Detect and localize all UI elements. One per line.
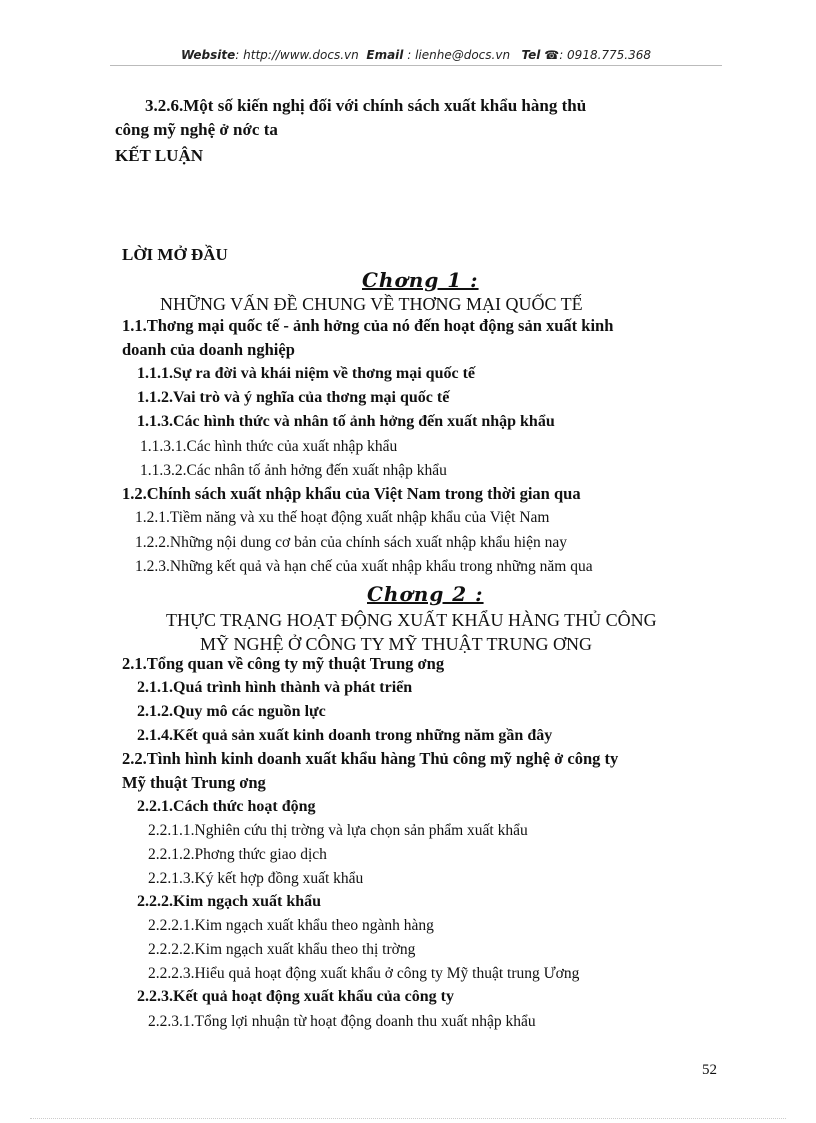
toc-entry: 2.1.1.Quá trình hình thành và phát triển	[137, 679, 413, 696]
toc-entry: 2.2.2.3.Hiểu quả hoạt động xuất khẩu ở công ty Mỹ thuật trung Ương	[148, 965, 580, 982]
toc-entry: 1.1.3.2.Các nhân tố ảnh hởng đến xuất nhập khẩu	[140, 462, 447, 479]
toc-entry: 2.2.2.2.Kim ngạch xuất khẩu theo thị trờng	[148, 941, 416, 958]
toc-entry: 1.1.3.Các hình thức và nhân tố ảnh hởng đến xuất nhập khẩu	[137, 413, 555, 430]
toc-entry: 1.2.Chính sách xuất nhập khẩu của Việt Nam trong thời gian qua	[122, 484, 581, 503]
intro-heading: LỜI MỞ ĐẦU	[122, 245, 228, 264]
toc-entry: 2.2.Tình hình kinh doanh xuất khẩu hàng Thủ công mỹ nghệ ở công ty	[122, 749, 619, 768]
footer-divider	[30, 1118, 786, 1119]
chapter-1-title: NHỮNG VẤN ĐỀ CHUNG VỀ THƠNG MẠI QUỐC TẾ	[160, 294, 583, 314]
page-header	[110, 48, 722, 66]
toc-entry: 3.2.6.Một số kiến nghị đối với chính sách xuất khẩu hàng thủ	[145, 96, 587, 115]
chapter-1-heading: Chơng 1 :	[362, 268, 479, 292]
email-label: Email	[366, 48, 404, 62]
toc-entry: 2.2.1.3.Ký kết hợp đồng xuất khẩu	[148, 870, 364, 887]
page-number: 52	[702, 1062, 717, 1078]
toc-entry: 2.2.3.Kết quả hoạt động xuất khẩu của công ty	[137, 988, 454, 1005]
toc-entry: 1.1.2.Vai trò và ý nghĩa của thơng mại quốc tế	[137, 389, 450, 406]
toc-entry: doanh của doanh nghiệp	[122, 340, 295, 359]
toc-entry: 1.1.3.1.Các hình thức của xuất nhập khẩu	[140, 438, 398, 455]
tel-value: : 0918.775.368	[559, 48, 652, 62]
email-value: : lienhe@docs.vn	[403, 48, 511, 62]
toc-entry: công mỹ nghệ ở nớc ta	[115, 120, 278, 139]
toc-entry: 2.1.Tổng quan về công ty mỹ thuật Trung ơng	[122, 654, 445, 673]
toc-entry: 2.2.3.1.Tổng lợi nhuận từ hoạt động doanh thu xuất nhập khẩu	[148, 1013, 536, 1030]
toc-entry: 2.2.2.Kim ngạch xuất khẩu	[137, 893, 322, 910]
toc-entry: 2.2.1.1.Nghiên cứu thị trờng và lựa chọn sản phẩm xuất khẩu	[148, 822, 528, 839]
toc-entry: 1.2.1.Tiềm năng và xu thế hoạt động xuất nhập khẩu của Việt Nam	[135, 509, 550, 526]
website-label: Website	[180, 48, 236, 62]
toc-entry: 1.1.1.Sự ra đời và khái niệm về thơng mại quốc tế	[137, 365, 476, 382]
chapter-2-title-line2: MỸ NGHỆ Ở CÔNG TY MỸ THUẬT TRUNG ƠNG	[200, 634, 593, 654]
conclusion-heading: KẾT LUẬN	[115, 146, 204, 165]
toc-entry: 2.2.1.Cách thức hoạt động	[137, 798, 316, 815]
toc-entry: 2.1.4.Kết quả sản xuất kinh doanh trong những năm gần đây	[137, 727, 553, 744]
toc-entry: 1.2.2.Những nội dung cơ bản của chính sách xuất nhập khẩu hiện nay	[135, 534, 567, 551]
toc-entry: 1.2.3.Những kết quả và hạn chế của xuất nhập khẩu trong những năm qua	[135, 558, 593, 575]
toc-entry: 2.1.2.Quy mô các nguồn lực	[137, 703, 326, 720]
toc-entry: 1.1.Thơng mại quốc tế - ảnh hởng của nó đến hoạt động sản xuất kinh	[122, 316, 614, 335]
chapter-2-heading: Chơng 2 :	[367, 582, 484, 606]
chapter-2-title-line1: THỰC TRẠNG HOẠT ĐỘNG XUẤT KHẨU HÀNG THỦ CÔNG	[166, 610, 657, 630]
website-value: : http://www.docs.vn	[235, 48, 359, 62]
tel-label: Tel	[521, 48, 541, 62]
toc-entry: Mỹ thuật Trung ơng	[122, 773, 266, 792]
toc-entry: 2.2.1.2.Phơng thức giao dịch	[148, 846, 327, 863]
phone-icon: ☎	[544, 48, 560, 62]
toc-entry: 2.2.2.1.Kim ngạch xuất khẩu theo ngành hàng	[148, 917, 434, 934]
